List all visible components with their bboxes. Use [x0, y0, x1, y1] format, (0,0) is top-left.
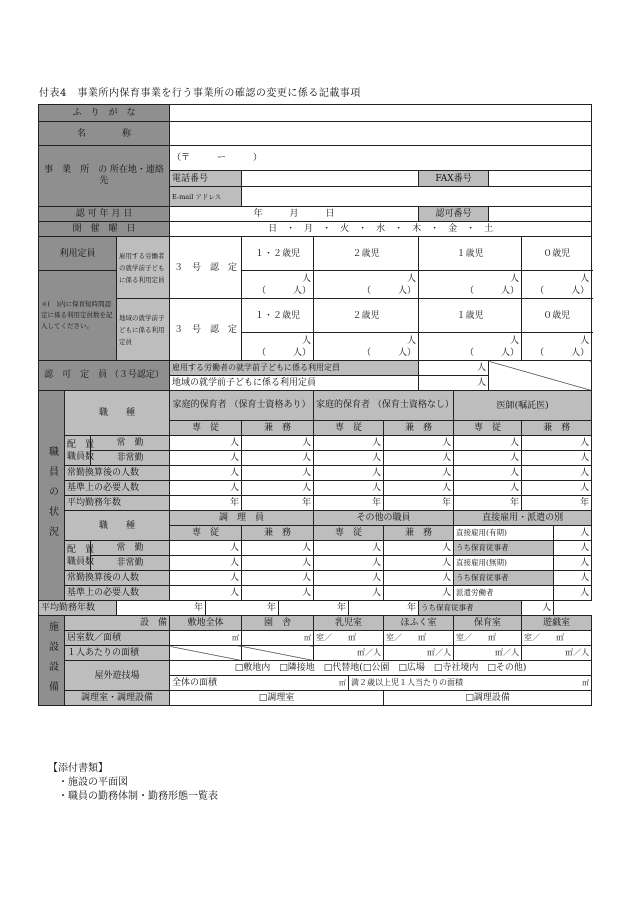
staff-cell[interactable]: 年	[384, 496, 454, 511]
staff-cell[interactable]: 人	[454, 436, 522, 451]
capacity-note: ＊( )内に保育短時間認定に係る利用定員数を記入してください。	[39, 271, 117, 361]
parttime-label: 兼 務	[242, 421, 314, 436]
staff-cell[interactable]: 人	[384, 481, 454, 496]
required-label: 基準上の必要人数	[65, 586, 170, 601]
furigana-label: ふ り が な	[39, 105, 170, 122]
regular-label: 常 勤	[91, 436, 170, 451]
staff-cell[interactable]: 人	[170, 451, 242, 466]
staff-cell[interactable]: 人	[170, 436, 242, 451]
fac-cell[interactable]: ㎡／人	[522, 646, 592, 661]
staff-cell[interactable]: 人	[554, 526, 592, 541]
staff-cell[interactable]: 人	[242, 451, 314, 466]
years-label: 平均勤務年数	[39, 601, 117, 616]
staff-cell[interactable]: 年	[206, 601, 279, 616]
attachments	[48, 762, 218, 804]
approval-no-label: 認可番号	[419, 207, 489, 222]
staff-cell[interactable]: 人	[314, 556, 384, 571]
col-caregiver-unqualified: 家庭的保育者 （保育士資格なし）	[314, 391, 454, 421]
facility-side-label: 施設設備	[39, 616, 65, 706]
fulltime-label: 専 従	[170, 421, 242, 436]
staff-cell[interactable]: 年	[454, 496, 522, 511]
staff-cell[interactable]: 人	[170, 556, 242, 571]
capacity-cell[interactable]: 人 （ 人）	[522, 271, 592, 299]
staff-cell[interactable]: 年	[279, 601, 349, 616]
job-label-1: 職 種	[65, 391, 170, 436]
furigana-field[interactable]	[170, 105, 592, 122]
weekdays-field[interactable]: 日 ・ 月 ・ 火 ・ 水 ・ 木 ・ 金 ・ 土	[170, 222, 592, 237]
staff-cell[interactable]: 人	[170, 466, 242, 481]
staff-cell[interactable]: 年	[314, 496, 384, 511]
staff-cell[interactable]: 人	[170, 586, 242, 601]
staff-cell[interactable]: 人	[314, 436, 384, 451]
fac-col-nursery: 保育室	[454, 616, 522, 631]
capacity-cell[interactable]: 人 （ 人）	[419, 271, 522, 299]
placement-label: 配 置 職員数	[65, 436, 91, 466]
employee-children-label: 雇用する労働者の就学前子どもに係る利用定員	[117, 237, 170, 299]
fac-col-crawl: ほふく室	[384, 616, 454, 631]
staff-cell[interactable]: 人	[522, 481, 592, 496]
phone-field[interactable]	[242, 171, 419, 187]
staff-cell[interactable]: 人	[242, 556, 314, 571]
staff-cell[interactable]: 年	[522, 496, 592, 511]
age-1-label-1: １歳児	[419, 237, 522, 271]
fte-label: 常勤換算後の人数	[65, 466, 170, 481]
open-days-label: 開 催 曜 日	[39, 222, 170, 237]
fulltime-label: 専 従	[314, 421, 384, 436]
age-0-label-2: ０歳児	[522, 299, 592, 333]
staff-cell[interactable]: 人	[242, 571, 314, 586]
col-employment-type: 直接雇用・派遣の別	[454, 511, 592, 526]
approval-date-label: 認 可 年 月 日	[39, 207, 170, 222]
staff-cell[interactable]: 人	[384, 586, 454, 601]
approval-no-field[interactable]	[489, 207, 592, 222]
staff-cell[interactable]: 人	[242, 586, 314, 601]
type3-label-1: ３ 号 認 定	[170, 237, 242, 299]
staff-cell[interactable]: 人	[242, 541, 314, 556]
form-table	[38, 104, 592, 706]
staff-cell[interactable]: 人	[170, 541, 242, 556]
fac-cell[interactable]: ㎡／人	[314, 646, 384, 661]
fac-cell[interactable]: ㎡	[242, 631, 314, 646]
approved-local-label: 地域の就学前子どもに係る利用定員	[170, 376, 419, 391]
col-caregiver-qualified: 家庭的保育者 （保育士資格あり）	[170, 391, 314, 421]
email-field[interactable]	[242, 187, 592, 207]
fac-cell[interactable]: ㎡／人	[454, 646, 522, 661]
col-other-staff: その他の職員	[314, 511, 454, 526]
staff-cell[interactable]: 人	[554, 586, 592, 601]
staff-cell[interactable]: 人	[554, 556, 592, 571]
fac-cell[interactable]: 室／ ㎡	[522, 631, 592, 646]
fte-label: 常勤換算後の人数	[65, 571, 170, 586]
fac-col-play: 遊戯室	[522, 616, 592, 631]
capacity-cell[interactable]: 人 （ 人）	[314, 333, 419, 361]
staff-cell[interactable]: 人	[170, 481, 242, 496]
capacity-cell[interactable]: 人 （ 人）	[242, 271, 314, 299]
col-doctor: 医師(嘱託医)	[454, 391, 592, 421]
placement-label: 配 置 職員数	[65, 541, 91, 571]
col-cook: 調 理 員	[170, 511, 314, 526]
per-child-field[interactable]: 満２歳以上児１人当たりの面積 ㎡	[349, 676, 592, 691]
staff-cell[interactable]: 人	[454, 451, 522, 466]
name-field[interactable]	[170, 122, 592, 146]
nursery-staff-label: うち保育従事者	[454, 571, 554, 586]
parttime-label: 兼 務	[384, 526, 454, 541]
attachment-item: ・施設の平面図	[58, 777, 128, 788]
fac-col-infant: 乳児室	[314, 616, 384, 631]
staff-cell[interactable]: 人	[454, 481, 522, 496]
postal-field[interactable]: （〒 ー ）	[170, 146, 592, 171]
attachments-heading: 【添付書類】	[48, 763, 108, 774]
staff-cell[interactable]: 人	[554, 541, 592, 556]
capacity-cell[interactable]: 人 （ 人）	[314, 271, 419, 299]
age-12-label-2: １・２歳児	[242, 299, 314, 333]
fac-cell[interactable]: 室／ ㎡	[384, 631, 454, 646]
staff-cell[interactable]: 人	[384, 571, 454, 586]
staff-cell[interactable]: 人	[242, 466, 314, 481]
fac-col-building: 園 舎	[242, 616, 314, 631]
staff-cell[interactable]: 人	[384, 556, 454, 571]
staff-cell[interactable]: 人	[314, 571, 384, 586]
approved-employee-field[interactable]: 人	[419, 361, 489, 376]
staff-cell[interactable]: 人	[314, 481, 384, 496]
age-0-label-1: ０歳児	[522, 237, 592, 271]
fac-cell[interactable]: ㎡	[170, 631, 242, 646]
staff-cell[interactable]: 人	[242, 481, 314, 496]
capacity-label: 利用定員	[39, 237, 117, 271]
staff-cell[interactable]: 人	[314, 541, 384, 556]
fax-field[interactable]	[489, 171, 592, 187]
nonregular-label: 非常勤	[91, 451, 170, 466]
kitchen-room-option[interactable]: □調理室	[170, 691, 384, 706]
regular-label: 常 勤	[91, 541, 170, 556]
staff-cell[interactable]: 年	[242, 496, 314, 511]
approved-employee-label: 雇用する労働者の就学前子どもに係る利用定員	[170, 361, 419, 376]
approval-date-field[interactable]: 年 月 日	[170, 207, 419, 222]
staff-cell[interactable]: 人	[242, 436, 314, 451]
staff-cell[interactable]: 人	[384, 436, 454, 451]
staff-side-label: 職員の状況	[39, 391, 65, 601]
fac-cell[interactable]: 室／ ㎡	[314, 631, 384, 646]
age-1-label-2: １歳児	[419, 299, 522, 333]
local-children-label: 地域の就学前子どもに係る利用定員	[117, 299, 170, 361]
parttime-label: 兼 務	[522, 421, 592, 436]
email-label: E-mail アドレス	[170, 187, 242, 207]
staff-cell[interactable]: 人	[384, 451, 454, 466]
age-12-label-1: １・２歳児	[242, 237, 314, 271]
fac-col-site: 敷地全体	[170, 616, 242, 631]
approved-blank	[489, 361, 592, 391]
age-2-label-2: ２歳児	[314, 299, 419, 333]
dispatched-label: 派遣労働者	[454, 586, 554, 601]
playground-options[interactable]: □敷地内 □隣接地 □代替地(□公園 □広場 □寺社境内 □その他)	[170, 661, 592, 676]
direct-fixed-label: 直接雇用(有期)	[454, 526, 554, 541]
staff-cell[interactable]: 人	[170, 571, 242, 586]
staff-cell[interactable]: 人	[522, 436, 592, 451]
name-label: 名 称	[39, 122, 170, 146]
total-area-field[interactable]: 全体の面積 ㎡	[170, 676, 349, 691]
nonregular-label: 非常勤	[91, 556, 170, 571]
fac-blank	[170, 646, 242, 661]
staff-cell[interactable]: 人	[522, 451, 592, 466]
fulltime-label: 専 従	[454, 421, 522, 436]
years-label: 平均勤務年数	[65, 496, 170, 511]
kitchen-equip-option[interactable]: □調理設備	[384, 691, 592, 706]
staff-cell[interactable]: 人	[384, 541, 454, 556]
nursery-staff-label: うち保育従事者	[454, 541, 554, 556]
job-label-2: 職 種	[65, 511, 170, 541]
phone-label: 電話番号	[170, 171, 242, 187]
playground-label: 屋外遊技場	[65, 661, 170, 691]
approved-capacity-label: 認 可 定 員 （３号認定）	[39, 361, 170, 391]
staff-cell[interactable]: 年	[117, 601, 206, 616]
staff-cell[interactable]: 人	[314, 451, 384, 466]
form-title: 付表4 事業所内保育事業を行う事業所の確認の変更に係る記載事項	[39, 88, 361, 99]
capacity-cell[interactable]: 人 （ 人）	[522, 333, 592, 361]
attachment-item: ・職員の勤務体制・勤務形態一覧表	[58, 791, 218, 802]
fulltime-label: 専 従	[314, 526, 384, 541]
room-area-label: 居室数／面積	[65, 631, 170, 646]
parttime-label: 兼 務	[384, 421, 454, 436]
fac-blank	[242, 646, 314, 661]
staff-cell[interactable]: 人	[554, 571, 592, 586]
type3-label-2: ３ 号 認 定	[170, 299, 242, 361]
staff-cell[interactable]: 人	[384, 466, 454, 481]
fac-cell[interactable]: ㎡／人	[384, 646, 454, 661]
staff-cell[interactable]: 人	[522, 466, 592, 481]
capacity-cell[interactable]: 人 （ 人）	[242, 333, 314, 361]
per-person-label: １人あたりの面積	[65, 646, 170, 661]
staff-cell[interactable]: 人	[314, 586, 384, 601]
fax-label: FAX番号	[419, 171, 489, 187]
capacity-cell[interactable]: 人 （ 人）	[419, 333, 522, 361]
address-label: 事 業 所 の 所在地・連絡先	[39, 146, 170, 207]
required-label: 基準上の必要人数	[65, 481, 170, 496]
parttime-label: 兼 務	[242, 526, 314, 541]
staff-cell[interactable]: 人	[522, 601, 554, 616]
age-2-label-1: ２歳児	[314, 237, 419, 271]
staff-cell[interactable]: 人	[454, 466, 522, 481]
direct-open-label: 直接雇用(無期)	[454, 556, 554, 571]
staff-cell[interactable]: 年	[349, 601, 419, 616]
kitchen-label: 調理室・調理設備	[65, 691, 170, 706]
staff-cell[interactable]: 人	[314, 466, 384, 481]
fac-cell[interactable]: 室／ ㎡	[454, 631, 522, 646]
staff-cell[interactable]: 年	[170, 496, 242, 511]
fulltime-label: 専 従	[170, 526, 242, 541]
approved-local-field[interactable]: 人	[419, 376, 489, 391]
equip-label: 設 備	[65, 616, 170, 631]
nursery-staff-label: うち保育従事者	[419, 601, 522, 616]
